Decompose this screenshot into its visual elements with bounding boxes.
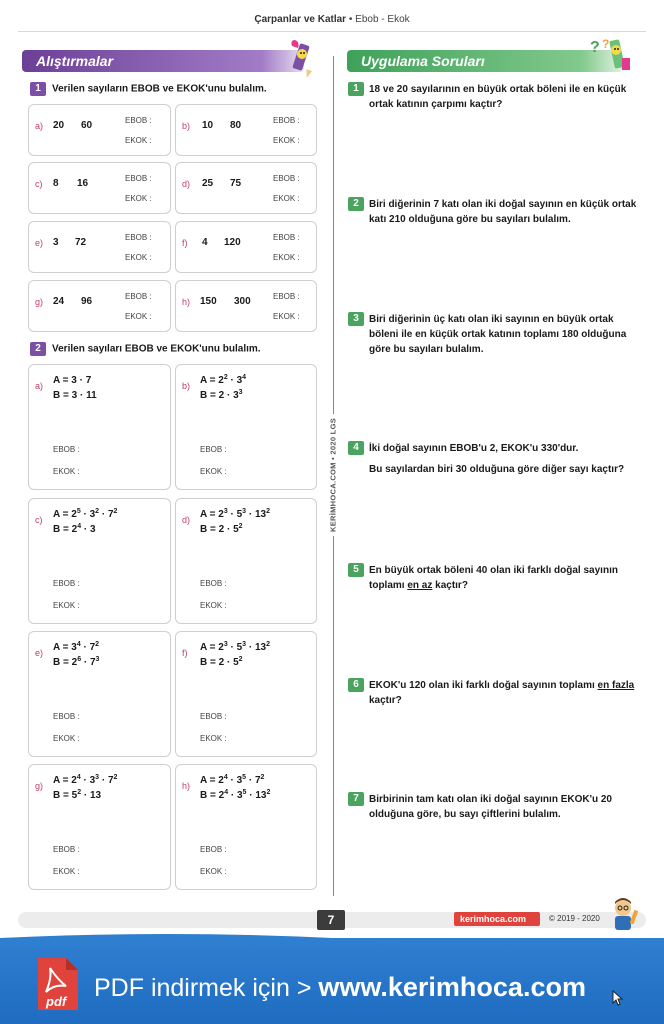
ebob-label: EBOB : <box>200 445 227 454</box>
pencil-mascot-icon <box>286 36 320 78</box>
ebob-label: EBOB : <box>200 579 227 588</box>
section1-instruction: Verilen sayıların EBOB ve EKOK'unu bulalım. <box>52 83 267 95</box>
question-6 <box>348 678 644 708</box>
ebob-label: EBOB : <box>53 712 80 721</box>
ebob-label: EBOB : <box>125 116 152 125</box>
number-a: 20 <box>53 120 65 131</box>
item-label: c) <box>35 515 43 525</box>
ekok-label: EKOK : <box>53 601 80 610</box>
header-separator: • <box>348 14 353 25</box>
factorization-expression: $A = 2^4 \cdot 3^5 \cdot 7^2$ $B = 2^4 \cdot 3^5 \cdot 13^2$ <box>200 774 271 801</box>
question-text <box>348 678 644 708</box>
ebob-label: EBOB : <box>53 845 80 854</box>
pdf-label: pdf <box>46 994 67 1009</box>
sec2-box-b <box>175 364 317 490</box>
number-a: 8 <box>53 178 59 189</box>
question-text: İki doğal sayının EBOB'u 2, EKOK'u 330'dur. <box>369 443 579 454</box>
header-chapter: Çarpanlar ve Katlar <box>254 14 347 25</box>
number-b: 16 <box>77 178 89 189</box>
question-text-part1: En büyük ortak böleni 40 olan iki farklı doğal sayının toplamı <box>369 565 618 591</box>
sec1-box-c <box>28 162 171 214</box>
ekok-label: EKOK : <box>125 194 152 203</box>
number-b: 75 <box>230 178 242 189</box>
page-number: 7 <box>317 910 345 930</box>
ekok-label: EKOK : <box>200 601 227 610</box>
sec2-box-g <box>28 764 171 890</box>
pencil-question-mascot-icon <box>590 36 634 78</box>
item-label: d) <box>182 179 191 189</box>
ekok-label: EKOK : <box>53 467 80 476</box>
factorization-expression: $A = 2^5 \cdot 3^2 \cdot 7^2$ $B = 2^4 \cdot 3$ <box>53 508 118 535</box>
sec1-box-d <box>175 162 317 214</box>
question-text-part2: kaçtır? <box>432 580 468 591</box>
ekok-label: EKOK : <box>125 253 152 262</box>
question-text-part1: EKOK'u 120 olan iki farklı doğal sayının toplamı <box>369 680 598 691</box>
question-2 <box>348 197 644 227</box>
sec1-box-g <box>28 280 171 332</box>
question-text: Birbirinin tam katı olan iki doğal sayının EKOK'u 20 olduğuna göre, bu sayı çiftlerini bulalım. <box>369 794 612 820</box>
svg-text:?: ? <box>590 39 600 56</box>
number-a: 150 <box>200 296 217 307</box>
item-label: e) <box>35 238 44 248</box>
number-a: 4 <box>202 237 208 248</box>
ebob-label: EBOB : <box>200 845 227 854</box>
item-label: a) <box>35 381 44 391</box>
item-label: b) <box>182 381 191 391</box>
question-text <box>348 563 644 593</box>
ekok-label: EKOK : <box>53 867 80 876</box>
ekok-label: EKOK : <box>200 734 227 743</box>
section2-number: 2 <box>30 342 46 356</box>
factorization-expression: $A = 2^3 \cdot 5^3 \cdot 13^2$ $B = 2 \cdot 5^2$ <box>200 641 270 668</box>
question-5 <box>348 563 644 593</box>
number-a: 10 <box>202 120 214 131</box>
header-topic: Ebob - Ekok <box>355 14 410 25</box>
ebob-label: EBOB : <box>273 174 300 183</box>
ekok-label: EKOK : <box>200 867 227 876</box>
ekok-label: EKOK : <box>125 312 152 321</box>
sec2-box-d <box>175 498 317 624</box>
sec1-box-a <box>28 104 171 156</box>
factorization-expression: $A = 2^4 \cdot 3^3 \cdot 7^2$ $B = 5^2 \cdot 13$ <box>53 774 118 801</box>
site-link[interactable]: kerimhoca.com <box>454 912 540 926</box>
item-label: f) <box>182 238 188 248</box>
question-7 <box>348 792 644 822</box>
item-label: f) <box>182 648 188 658</box>
ebob-label: EBOB : <box>200 712 227 721</box>
download-bar[interactable] <box>0 938 664 1024</box>
sec2-box-e <box>28 631 171 757</box>
exercises-banner <box>22 50 304 72</box>
ekok-label: EKOK : <box>273 253 300 262</box>
sec1-box-h <box>175 280 317 332</box>
practice-banner <box>347 50 623 72</box>
number-b: 72 <box>75 237 87 248</box>
sec1-box-f <box>175 221 317 273</box>
ebob-label: EBOB : <box>273 292 300 301</box>
item-label: h) <box>182 297 191 307</box>
number-a: 24 <box>53 296 65 307</box>
number-b: 80 <box>230 120 242 131</box>
number-a: 25 <box>202 178 214 189</box>
header-rule <box>18 31 646 32</box>
page-header <box>0 14 664 25</box>
ekok-label: EKOK : <box>200 467 227 476</box>
question-emphasis: en fazla <box>597 680 635 691</box>
number-a: 3 <box>53 237 59 248</box>
pdf-file-icon <box>36 956 80 1012</box>
factorization-expression: $A = 3^4 \cdot 7^2$ $B = 2^6 \cdot 7^3$ <box>53 641 100 668</box>
item-label: d) <box>182 515 191 525</box>
exercises-banner-title: Alıştırmalar <box>36 53 114 69</box>
section1-number: 1 <box>30 82 46 96</box>
item-label: g) <box>35 781 44 791</box>
factorization-expression: $A = 2^2 \cdot 3^4$ $B = 2 \cdot 3^3$ <box>200 374 247 401</box>
download-text <box>94 972 586 1003</box>
ebob-label: EBOB : <box>53 445 80 454</box>
question-number: 1 <box>348 82 364 96</box>
question-number: 7 <box>348 792 364 806</box>
item-label: e) <box>35 648 44 658</box>
sec2-box-a <box>28 364 171 490</box>
item-label: h) <box>182 781 191 791</box>
ebob-label: EBOB : <box>125 233 152 242</box>
question-number: 2 <box>348 197 364 211</box>
teacher-mascot-icon <box>606 896 640 932</box>
question-number: 5 <box>348 563 364 577</box>
divider-watermark-text: KERİMHOCA.COM • 2020 LGS <box>329 414 338 536</box>
question-4 <box>348 441 644 477</box>
cursor-icon <box>612 990 624 1006</box>
question-text-line2: Bu sayılardan biri 30 olduğuna göre diğer sayı kaçtır? <box>369 464 625 475</box>
question-emphasis: en az <box>407 580 433 591</box>
ebob-label: EBOB : <box>273 116 300 125</box>
number-b: 60 <box>81 120 93 131</box>
ekok-label: EKOK : <box>273 194 300 203</box>
download-prefix: PDF indirmek için > <box>94 974 319 1002</box>
ekok-label: EKOK : <box>273 312 300 321</box>
question-number: 4 <box>348 441 364 455</box>
number-b: 96 <box>81 296 93 307</box>
item-label: b) <box>182 121 191 131</box>
question-number: 3 <box>348 312 364 326</box>
question-1 <box>348 82 644 112</box>
ebob-label: EBOB : <box>273 233 300 242</box>
section1-title <box>30 82 267 96</box>
question-3 <box>348 312 644 357</box>
practice-banner-title: Uygulama Soruları <box>361 53 485 69</box>
ebob-label: EBOB : <box>53 579 80 588</box>
question-text: Biri diğerinin üç katı olan iki sayının en büyük ortak böleni ile en küçük ortak katının toplamı 180 olduğuna göre bu sayıları bulalım. <box>369 314 627 355</box>
sec1-box-e <box>28 221 171 273</box>
sec2-box-c <box>28 498 171 624</box>
item-label: c) <box>35 179 43 189</box>
sec2-box-f <box>175 631 317 757</box>
sec1-box-b <box>175 104 317 156</box>
question-text: 18 ve 20 sayılarının en büyük ortak böleni ile en küçük ortak katının çarpımı kaçtır? <box>369 84 627 110</box>
section2-title <box>30 342 261 356</box>
copyright-text: © 2019 - 2020 <box>549 914 600 923</box>
ekok-label: EKOK : <box>273 136 300 145</box>
ekok-label: EKOK : <box>125 136 152 145</box>
wave-decoration <box>0 930 664 946</box>
item-label: g) <box>35 297 44 307</box>
factorization-expression: $A = 2^3 \cdot 5^3 \cdot 13^2$ $B = 2 \cdot 5^2$ <box>200 508 270 535</box>
ebob-label: EBOB : <box>125 292 152 301</box>
item-label: a) <box>35 121 44 131</box>
factorization-expression: A = 3 · 7 B = 3 · 11 <box>53 375 97 401</box>
section2-instruction: Verilen sayıları EBOB ve EKOK'unu bulalım. <box>52 343 261 355</box>
sec2-box-h <box>175 764 317 890</box>
ekok-label: EKOK : <box>53 734 80 743</box>
question-text: Biri diğerinin 7 katı olan iki doğal sayının en küçük ortak katı 210 olduğuna göre bu sayıları bulalım. <box>369 199 637 225</box>
download-url[interactable]: www.kerimhoca.com <box>318 972 586 1002</box>
svg-text:?: ? <box>602 37 610 51</box>
number-b: 120 <box>224 237 241 248</box>
ebob-label: EBOB : <box>125 174 152 183</box>
question-number: 6 <box>348 678 364 692</box>
number-b: 300 <box>234 296 251 307</box>
question-text-part2: kaçtır? <box>369 695 402 706</box>
